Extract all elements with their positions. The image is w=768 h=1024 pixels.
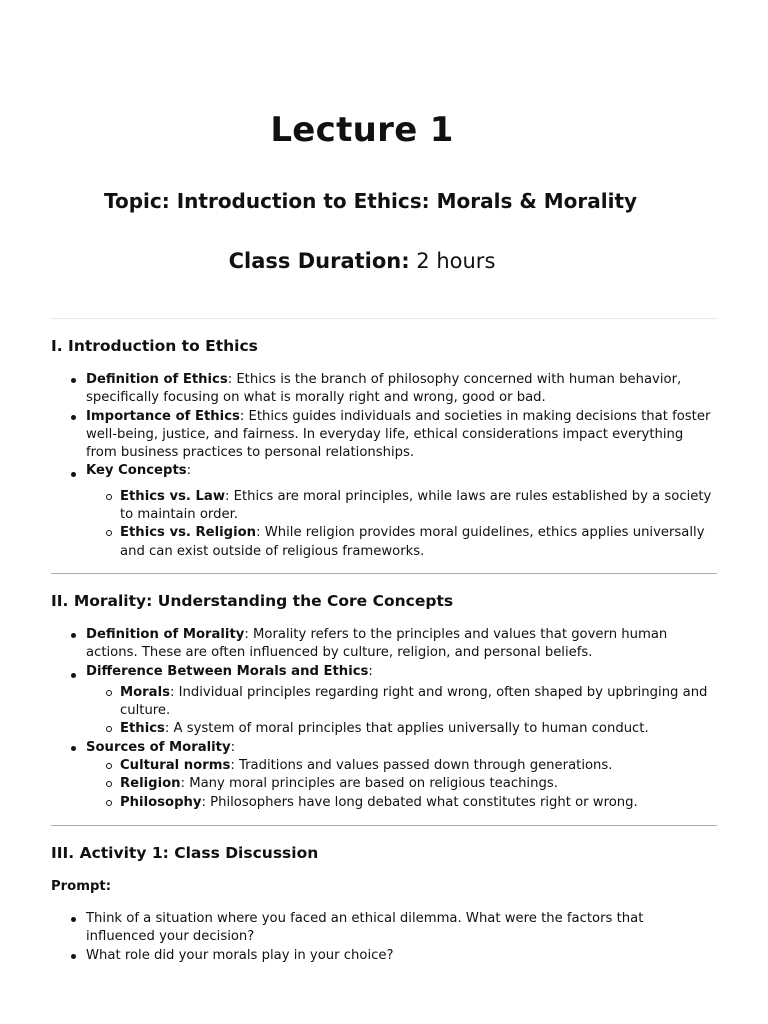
sub-list-item	[120, 720, 716, 738]
sub-list-item	[120, 775, 716, 793]
item-term: Ethics	[120, 721, 165, 737]
item-text: :	[368, 663, 373, 679]
section-heading-intro: I. Introduction to Ethics	[51, 337, 258, 355]
duration-label: Class Duration:	[228, 249, 410, 273]
item-text: : Many moral principles are based on religious teachings.	[180, 776, 558, 792]
item-term: Ethics vs. Law	[120, 488, 226, 504]
item-term: Philosophy	[120, 794, 202, 810]
item-text: : Philosophers have long debated what constitutes right or wrong.	[201, 794, 638, 810]
class-duration	[0, 249, 724, 273]
item-term: Religion	[120, 776, 181, 792]
item-term: Morals	[120, 684, 170, 700]
list-item: What role did your morals play in your choice?	[86, 947, 716, 965]
discussion-prompt-list	[86, 910, 716, 965]
list-item	[86, 408, 716, 463]
difference-sublist	[86, 684, 716, 739]
list-item: Think of a situation where you faced an ethical dilemma. What were the factors that influenced your decision?	[86, 910, 716, 947]
intro-list	[86, 371, 716, 561]
item-term: Difference Between Morals and Ethics	[86, 663, 369, 679]
item-term: Definition of Morality	[86, 627, 245, 642]
item-term: Ethics vs. Religion	[120, 525, 257, 541]
list-item	[86, 462, 716, 560]
sub-list-item	[120, 757, 716, 775]
section-heading-morality: II. Morality: Understanding the Core Concepts	[51, 592, 454, 610]
lecture-topic: Topic: Introduction to Ethics: Morals & Morality	[104, 189, 638, 213]
sub-list-item	[120, 524, 716, 561]
section-divider	[51, 825, 717, 826]
duration-value: 2 hours	[409, 249, 496, 273]
list-item	[86, 739, 716, 812]
item-text: : Morality refers to the principles and values that govern human actions. These are often influenced by culture, religion, and personal beliefs.	[86, 627, 668, 661]
item-text: : Individual principles regarding right and wrong, often shaped by upbringing and culture.	[120, 684, 708, 719]
item-text: : A system of moral principles that applies universally to human conduct.	[164, 721, 649, 737]
item-term: Cultural norms	[120, 758, 231, 774]
item-text: : Ethics is the branch of philosophy concerned with human behavior, specifically focusing on what is morally right and wrong, good or bad.	[86, 372, 682, 406]
item-text: :	[186, 463, 192, 479]
item-text: : Ethics guides individuals and societies in making decisions that foster well-being, justice, and fairness. In everyday life, ethical considerations impact everything from business practices to personal relationships.	[86, 408, 711, 461]
sources-sublist	[86, 757, 716, 812]
sub-list-item	[120, 684, 716, 721]
list-item	[86, 371, 716, 408]
page-title: Lecture 1	[270, 110, 454, 150]
key-concepts-sublist	[86, 488, 716, 561]
section-heading-activity: III. Activity 1: Class Discussion	[51, 844, 319, 862]
morality-list	[86, 626, 716, 812]
section-divider	[51, 573, 717, 574]
list-item	[86, 663, 716, 739]
list-item	[86, 626, 716, 663]
item-term: Sources of Morality	[86, 739, 231, 755]
item-term: Importance of Ethics	[86, 408, 240, 424]
prompt-label: Prompt:	[51, 879, 111, 894]
item-text: : While religion provides moral guidelines, ethics applies universally and can exist outside of religious frameworks.	[120, 525, 705, 559]
section-divider	[51, 318, 717, 319]
item-text: : Ethics are moral principles, while laws are rules established by a society to maintain order.	[120, 488, 712, 523]
item-text: : Traditions and values passed down through generations.	[230, 758, 613, 774]
item-text: :	[230, 739, 236, 755]
item-term: Key Concepts	[86, 463, 187, 479]
item-term: Definition of Ethics	[86, 372, 228, 387]
sub-list-item	[120, 794, 716, 812]
sub-list-item	[120, 488, 716, 525]
